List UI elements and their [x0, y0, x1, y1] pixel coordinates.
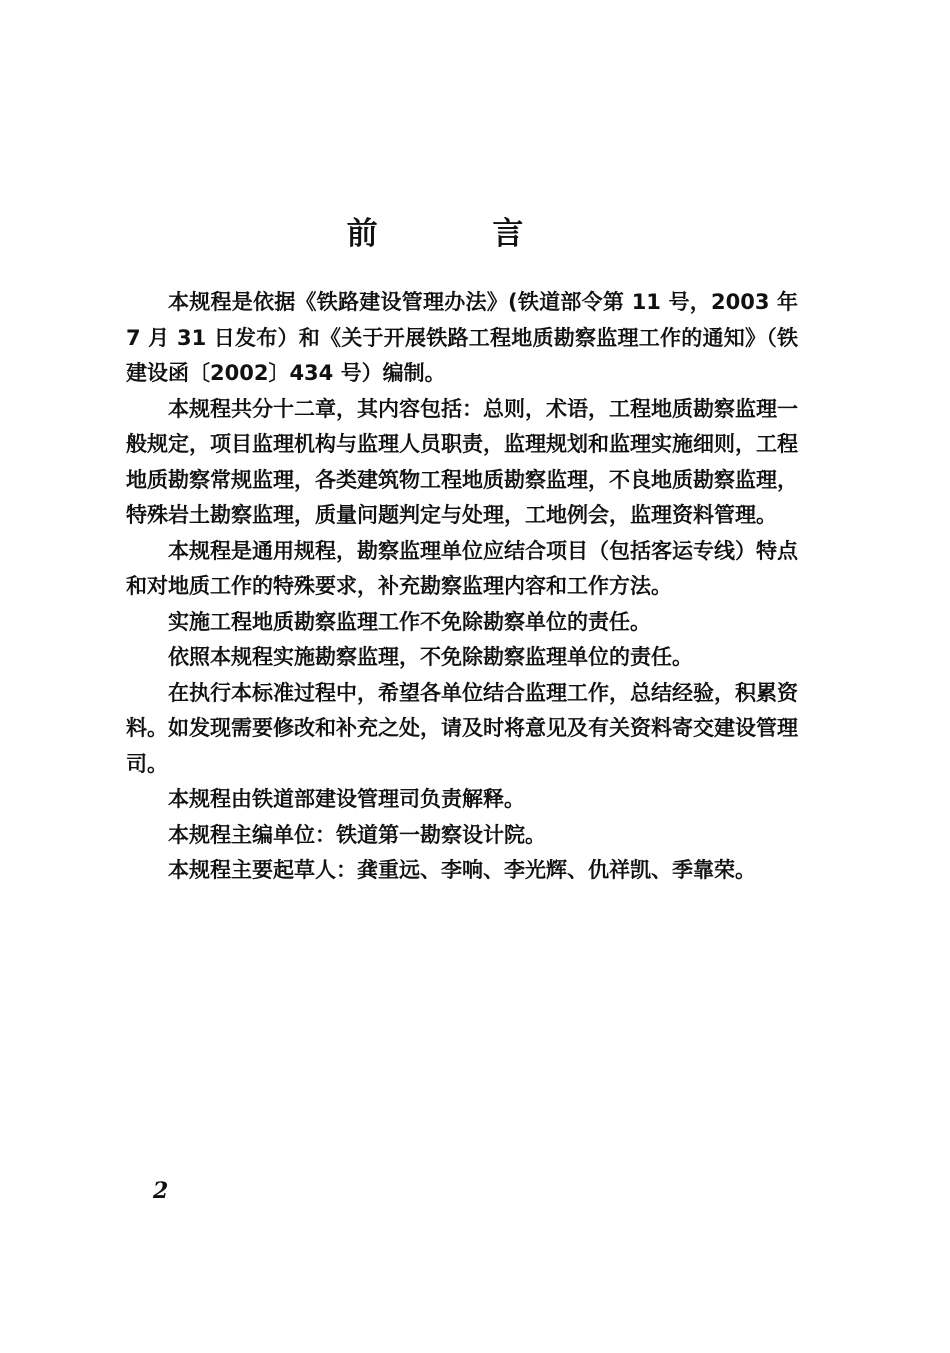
preface-body [126, 285, 798, 889]
paragraph-basis: 本规程是依据《铁路建设管理办法》(铁道部令第 11 号，2003 年 7 月 31 日发布）和《关于开展铁路工程地质勘察监理工作的通知》（铁建设函〔2002〕434 号）编制。 [126, 290, 798, 385]
paragraph-contents: 本规程共分十二章，其内容包括：总则，术语，工程地质勘察监理一般规定，项目监理机构与监理人员职责，监理规划和监理实施细则，工程地质勘察常规监理，各类建筑物工程地质勘察监理，不良地质勘察监理，特殊岩土勘察监理，质量问题判定与处理，工地例会，监理资料管理。 [126, 396, 798, 527]
paragraph-feedback: 在执行本标准过程中，希望各单位结合监理工作，总结经验，积累资料。如发现需要修改和补充之处，请及时将意见及有关资料寄交建设管理司。 [126, 680, 798, 776]
paragraph-survey-responsibility: 实施工程地质勘察监理工作不免除勘察单位的责任。 [168, 609, 651, 634]
paragraph-general-rule: 本规程是通用规程，勘察监理单位应结合项目（包括客运专线）特点和对地质工作的特殊要求，补充勘察监理内容和工作方法。 [126, 538, 798, 598]
paragraph-chief-editor: 本规程主编单位：铁道第一勘察设计院。 [168, 822, 546, 847]
paragraph-supervision-responsibility: 依照本规程实施勘察监理，不免除勘察监理单位的责任。 [168, 645, 693, 669]
page-title: 前 言 [346, 216, 576, 252]
page-number: 2 [153, 1178, 169, 1204]
paragraph-interpretation: 本规程由铁道部建设管理司负责解释。 [168, 787, 525, 811]
paragraph-drafters: 本规程主要起草人：龚重远、李响、李光辉、仇祥凯、季靠荣。 [168, 858, 756, 882]
